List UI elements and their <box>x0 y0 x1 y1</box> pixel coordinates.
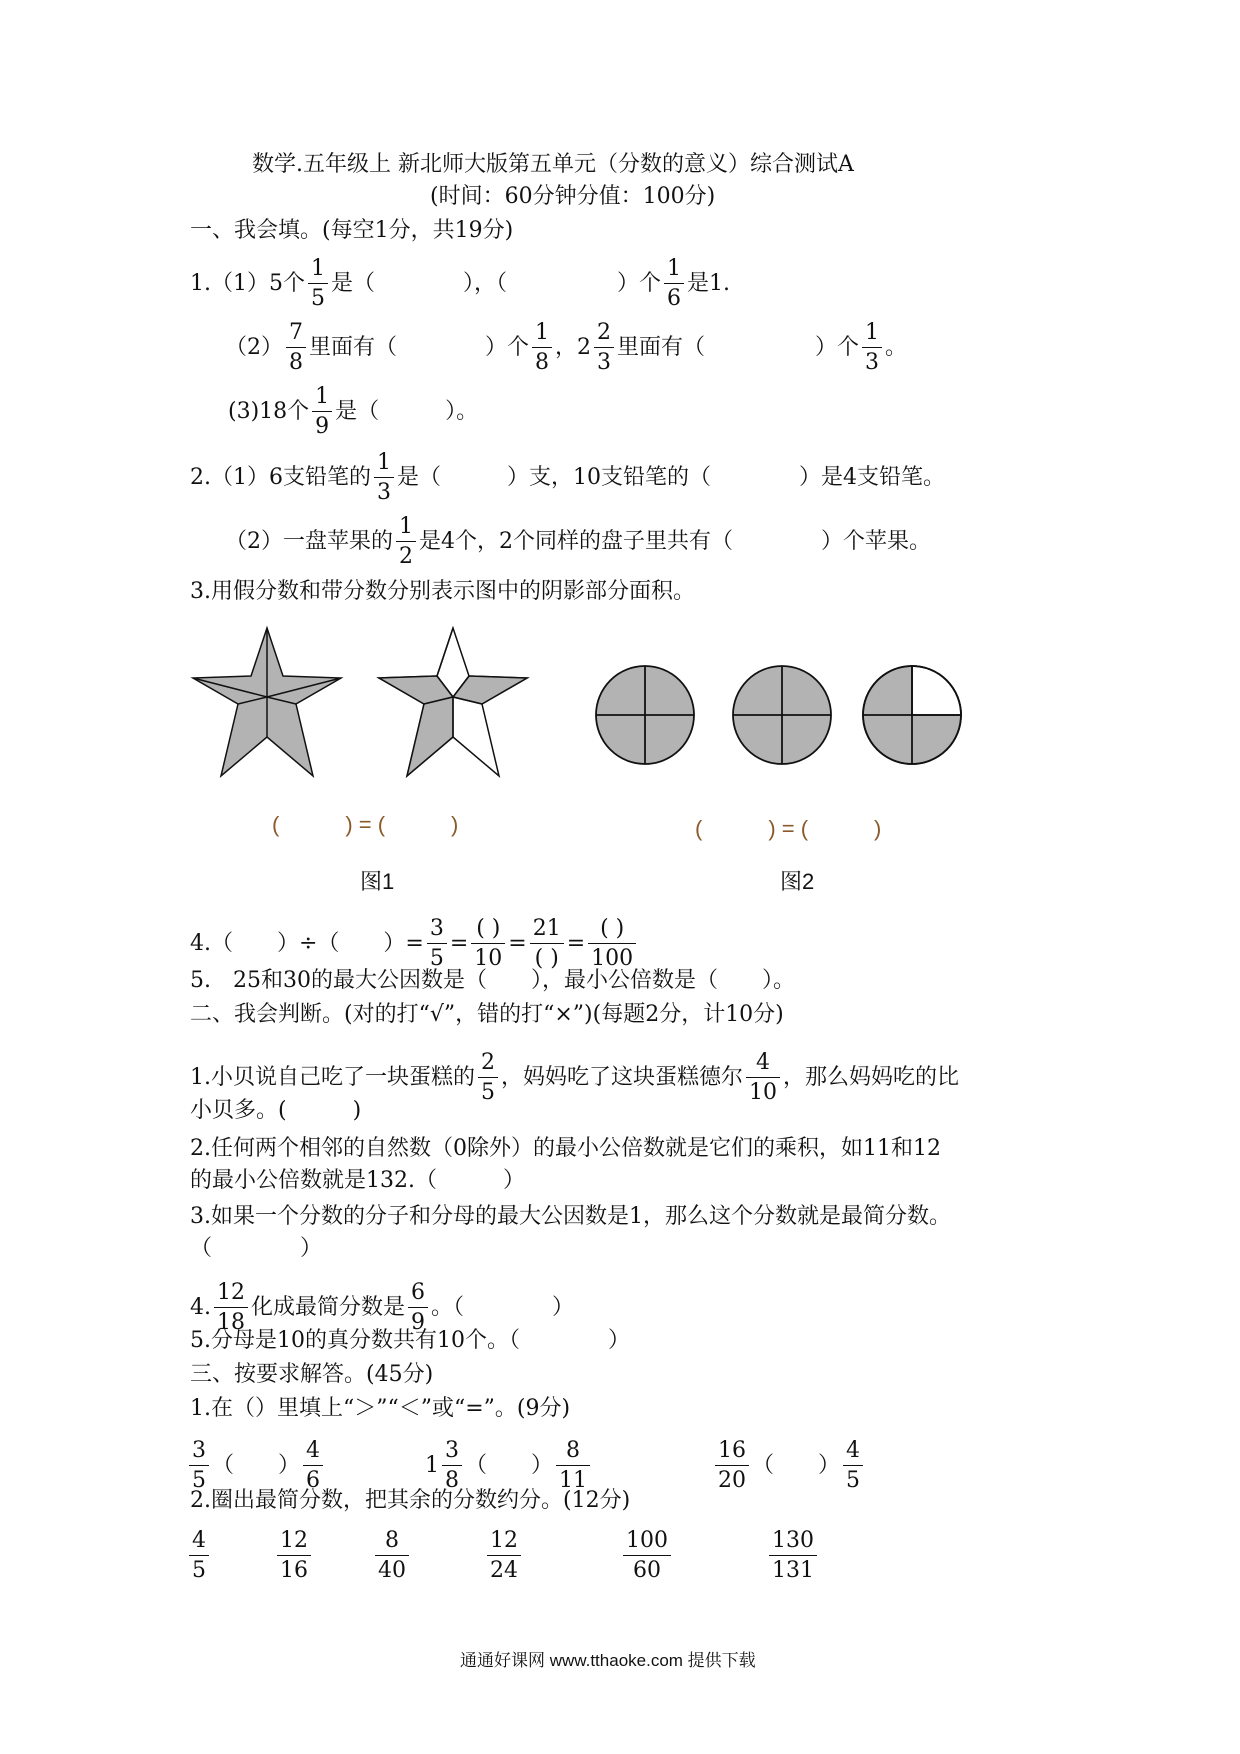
figure-1-stars <box>185 620 545 780</box>
footer-credit: 通通好课网 www.tthaoke.com 提供下载 <box>460 1651 756 1670</box>
fraction-list-item: $\frac{4}{5}$ <box>186 1530 212 1582</box>
page-subtitle: (时间：60分钟分值：100分) <box>430 184 716 209</box>
q1-2: （2） $\frac{7}{8}$ 里面有（ ）个 $\frac{1}{8}$ ，2 $\frac{2}{3}$ 里面有（ ）个 $\frac{1}{3}$ 。 <box>225 320 908 375</box>
s2-q2-cont: 的最小公倍数就是132.（ ） <box>190 1168 525 1193</box>
s2-q5: 5.分母是10的真分数共有10个。（ ） <box>190 1328 630 1353</box>
figure-2-circles <box>590 660 970 770</box>
q1-3: (3)18个 $\frac{1}{9}$ 是（ ）。 <box>228 384 479 439</box>
s2-q4: 4. $\frac{12}{18}$ 化成最简分数是 $\frac{6}{9}$ 。（ ） <box>190 1280 575 1335</box>
figure-2-answer-blank: ( ) = ( ) <box>695 816 882 841</box>
q1-1: 1.（1）5个 $\frac{1}{5}$ 是（ ），（ ）个 $\frac{1}{6}$ 是1. <box>190 256 731 311</box>
s2-q3: 3.如果一个分数的分子和分母的最大公因数是1，那么这个分数就是最简分数。 <box>190 1204 951 1229</box>
fraction-list-item: $\frac{12}{16}$ <box>274 1530 314 1582</box>
fraction-list-item: $\frac{130}{131}$ <box>766 1530 820 1582</box>
circle-three-quarters <box>863 666 961 764</box>
s2-q2: 2.任何两个相邻的自然数（0除外）的最小公倍数就是它们的乘积，如11和12 <box>190 1136 941 1161</box>
star-partial-shaded <box>379 628 527 776</box>
compare-1: $\frac{3}{5}$ （ ） $\frac{4}{6}$ <box>186 1440 326 1492</box>
q5: 5. 25和30的最大公因数是（ ），最小公倍数是（ ）。 <box>190 968 795 993</box>
fraction: $\frac{1}{5}$ <box>308 258 328 310</box>
q3: 3.用假分数和带分数分别表示图中的阴影部分面积。 <box>190 579 695 604</box>
circle-full-1 <box>596 666 694 764</box>
page-title: 数学.五年级上 新北师大版第五单元（分数的意义）综合测试A <box>252 152 854 177</box>
figure-1-answer-blank: ( ) = ( ) <box>272 812 459 837</box>
star-full-shaded <box>193 628 341 776</box>
s2-q1: 1.小贝说自己吃了一块蛋糕的 $\frac{2}{5}$ ，妈妈吃了这块蛋糕德尔 $\frac{4}{10}$ ，那么妈妈吃的比 <box>190 1050 960 1105</box>
figure-2-caption: 图2 <box>780 869 815 894</box>
section-1-heading: 一、我会填。(每空1分，共19分) <box>190 218 514 243</box>
fraction-list-item: $\frac{12}{24}$ <box>484 1530 524 1582</box>
fraction-list-item: $\frac{8}{40}$ <box>372 1530 412 1582</box>
q2-1: 2.（1）6支铅笔的 $\frac{1}{3}$ 是（ ）支，10支铅笔的（ ）是4支铅笔。 <box>190 450 945 505</box>
circle-full-2 <box>733 666 831 764</box>
figure-1-caption: 图1 <box>360 869 395 894</box>
s2-q3-cont: （ ） <box>190 1236 323 1261</box>
q4: 4.（ ）÷（ ）= $\frac{3}{5}$ = ( ) 10 = 21 ( ) = ( ) 100 <box>190 918 639 970</box>
section-2-heading: 二、我会判断。(对的打“√”，错的打“×”)(每题2分，计10分) <box>190 1002 784 1027</box>
s3-q1: 1.在（）里填上“＞”“＜”或“=”。(9分) <box>190 1396 571 1421</box>
q2-2: （2）一盘苹果的 $\frac{1}{2}$ 是4个，2个同样的盘子里共有（ ）个苹果。 <box>225 514 931 569</box>
fraction: $\frac{1}{6}$ <box>664 258 684 310</box>
section-3-heading: 三、按要求解答。(45分) <box>190 1362 434 1387</box>
compare-3: $\frac{16}{20}$ （ ） $\frac{4}{5}$ <box>712 1440 866 1492</box>
s2-q1-cont: 小贝多。( ) <box>190 1098 362 1123</box>
fraction-list-item: $\frac{100}{60}$ <box>620 1530 674 1582</box>
compare-2: 1 $\frac{3}{8}$ （ ） $\frac{8}{11}$ <box>425 1440 593 1492</box>
s3-q2: 2.圈出最简分数，把其余的分数约分。(12分) <box>190 1488 631 1513</box>
